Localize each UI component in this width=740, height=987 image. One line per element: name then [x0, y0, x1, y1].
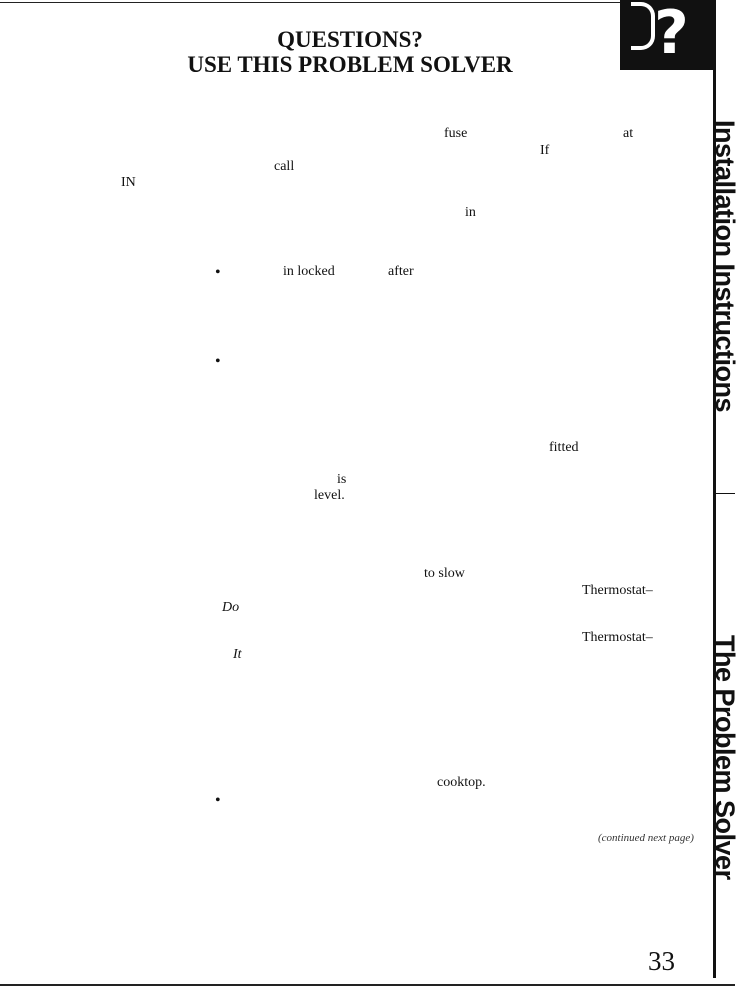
text-fragment: in locked — [283, 264, 335, 279]
text-fragment: fuse — [444, 126, 468, 141]
text-fragment: Thermostat– — [582, 583, 653, 598]
text-fragment: Do — [222, 600, 240, 615]
text-fragment: It — [233, 647, 242, 662]
question-mark-head-icon — [620, 0, 715, 70]
bullet-point: • — [215, 353, 221, 370]
text-fragment: in — [465, 205, 476, 220]
text-fragment: cooktop. — [437, 775, 486, 790]
text-fragment: at — [623, 126, 634, 141]
text-fragment: Thermostat– — [582, 630, 653, 645]
bullet-point: • — [215, 792, 221, 809]
section-divider-tick — [716, 493, 735, 494]
text-fragment: IN — [121, 175, 136, 190]
side-tab-problem-solver — [710, 635, 740, 880]
side-tab-label: The Problem Solver — [710, 635, 740, 880]
text-fragment: level. — [314, 488, 345, 503]
title-line-1: QUESTIONS? — [277, 27, 423, 52]
bullet-point: • — [215, 264, 221, 281]
title-line-2: USE THIS PROBLEM SOLVER — [187, 52, 513, 77]
text-fragment: fitted — [549, 440, 579, 455]
text-fragment: is — [337, 472, 347, 487]
continued-next-page: (continued next page) — [598, 832, 694, 844]
side-tab-installation — [710, 120, 740, 413]
text-fragment: after — [388, 264, 414, 279]
side-tab-label: Installation Instructions — [710, 120, 740, 413]
top-rule — [0, 2, 620, 3]
bottom-rule — [0, 984, 735, 986]
text-fragment: call — [274, 159, 295, 174]
text-fragment: to slow — [424, 566, 465, 581]
page-title — [160, 27, 540, 77]
question-mark-glyph: ? — [654, 0, 689, 68]
head-profile-icon — [631, 2, 655, 50]
text-fragment: If — [540, 143, 550, 158]
page-number: 33 — [648, 946, 675, 976]
